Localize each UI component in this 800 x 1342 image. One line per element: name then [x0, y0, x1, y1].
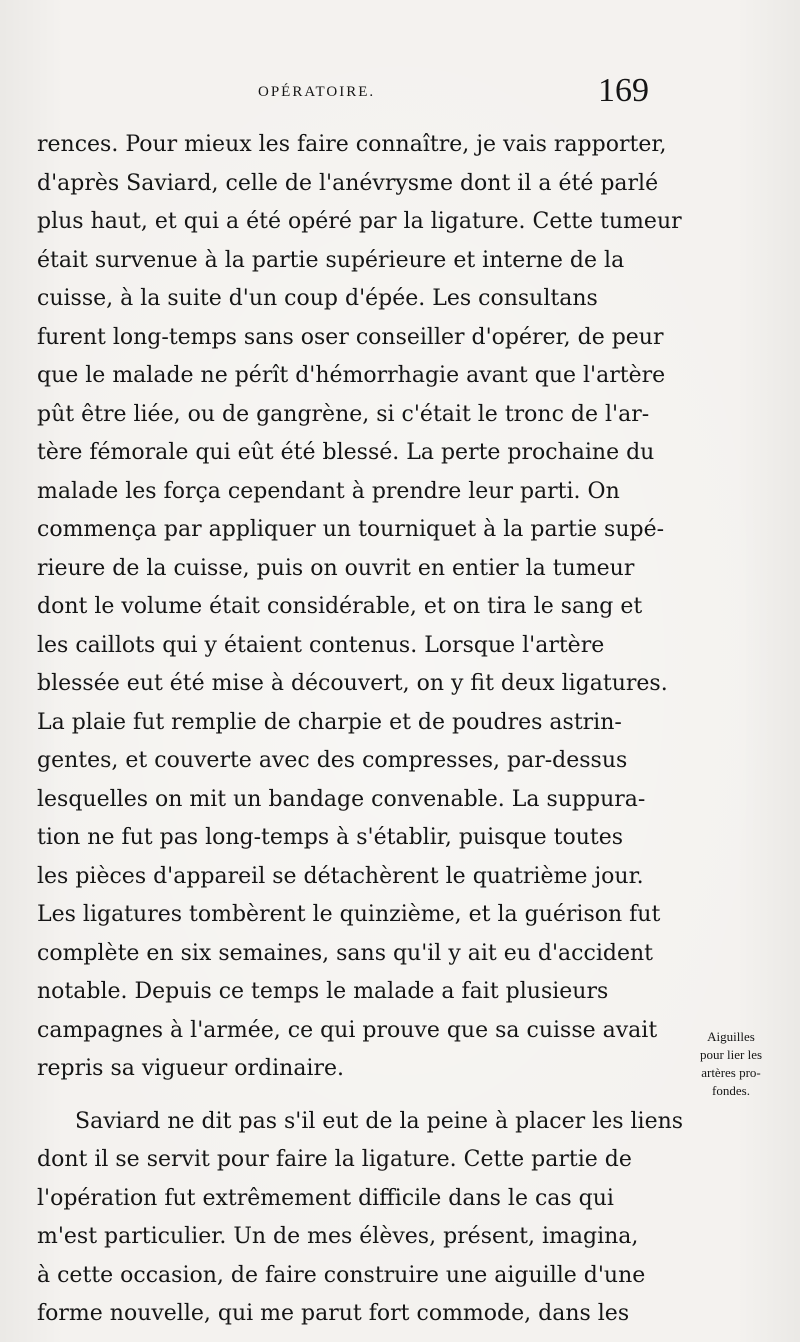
text-line: blessée eut été mise à découvert, on y fit deux ligatures.: [37, 671, 668, 696]
running-head: OPÉRATOIRE.: [258, 84, 376, 100]
page-number: 169: [598, 72, 649, 109]
text-line: que le malade ne pérît d'hémorrhagie avant que l'artère: [37, 363, 666, 388]
text-line: gentes, et couverte avec des compresses, par-dessus: [37, 748, 628, 773]
text-line: dont il se servit pour faire la ligature. Cette partie de: [37, 1147, 632, 1172]
text-line: notable. Depuis ce temps le malade a fait plusieurs: [37, 979, 609, 1004]
margin-note-line: fondes.: [712, 1083, 750, 1098]
body-text: [37, 126, 684, 1334]
text-line: pût être liée, ou de gangrène, si c'était le tronc de l'ar-: [37, 401, 650, 427]
text-line: les pièces d'appareil se détachèrent le quatrième jour.: [37, 863, 644, 889]
text-line: rieure de la cuisse, puis on ouvrit en entier la tumeur: [37, 555, 635, 581]
text-line: cuisse, à la suite d'un coup d'épée. Les consultans: [37, 286, 598, 311]
text-line: repris sa vigueur ordinaire.: [37, 1056, 345, 1081]
text-line: complète en six semaines, sans qu'il y ait eu d'accident: [37, 940, 653, 966]
margin-note-line: Aiguilles: [707, 1029, 755, 1044]
text-line: m'est particulier. Un de mes élèves, présent, imagina,: [37, 1224, 639, 1249]
text-line: tère fémorale qui eût été blessé. La perte prochaine du: [37, 440, 655, 465]
paragraph-gap: [37, 1089, 657, 1103]
text-line: Les ligatures tombèrent le quinzième, et la guérison fut: [37, 902, 661, 927]
text-line: furent long-temps sans oser conseiller d'opérer, de peur: [37, 324, 664, 350]
text-line: commença par appliquer un tourniquet à la partie supé-: [37, 517, 665, 542]
text-line: l'opération fut extrêmement difficile dans le cas qui: [37, 1185, 614, 1211]
text-line: malade les força cependant à prendre leur parti. On: [37, 478, 620, 504]
margin-note-line: pour lier les: [699, 1047, 763, 1062]
text-line: plus haut, et qui a été opéré par la ligature. Cette tumeur: [37, 209, 682, 234]
text-line: Saviard ne dit pas s'il eut de la peine à placer les liens: [75, 1108, 684, 1134]
text-line: d'après Saviard, celle de l'anévrysme dont il a été parlé: [37, 170, 659, 196]
text-line: tion ne fut pas long-temps à s'établir, puisque toutes: [37, 825, 624, 850]
text-line: les caillots qui y étaient contenus. Lorsque l'artère: [37, 632, 605, 658]
margin-note: [667, 1028, 795, 1100]
text-line: à cette occasion, de faire construire une aiguille d'une: [37, 1262, 646, 1288]
text-line: campagnes à l'armée, ce qui prouve que sa cuisse avait: [37, 1017, 658, 1043]
text-line: était survenue à la partie supérieure et interne de la: [37, 247, 625, 273]
text-line: lesquelles on mit un bandage convenable. La suppura-: [37, 786, 646, 812]
text-line: forme nouvelle, qui me parut fort commode, dans les: [37, 1301, 630, 1326]
margin-note-line: artères pro-: [701, 1065, 761, 1080]
text-line: dont le volume était considérable, et on tira le sang et: [37, 594, 643, 619]
text-line: rences. Pour mieux les faire connaître, je vais rapporter,: [37, 132, 667, 157]
text-line: La plaie fut remplie de charpie et de poudres astrin-: [37, 709, 622, 735]
